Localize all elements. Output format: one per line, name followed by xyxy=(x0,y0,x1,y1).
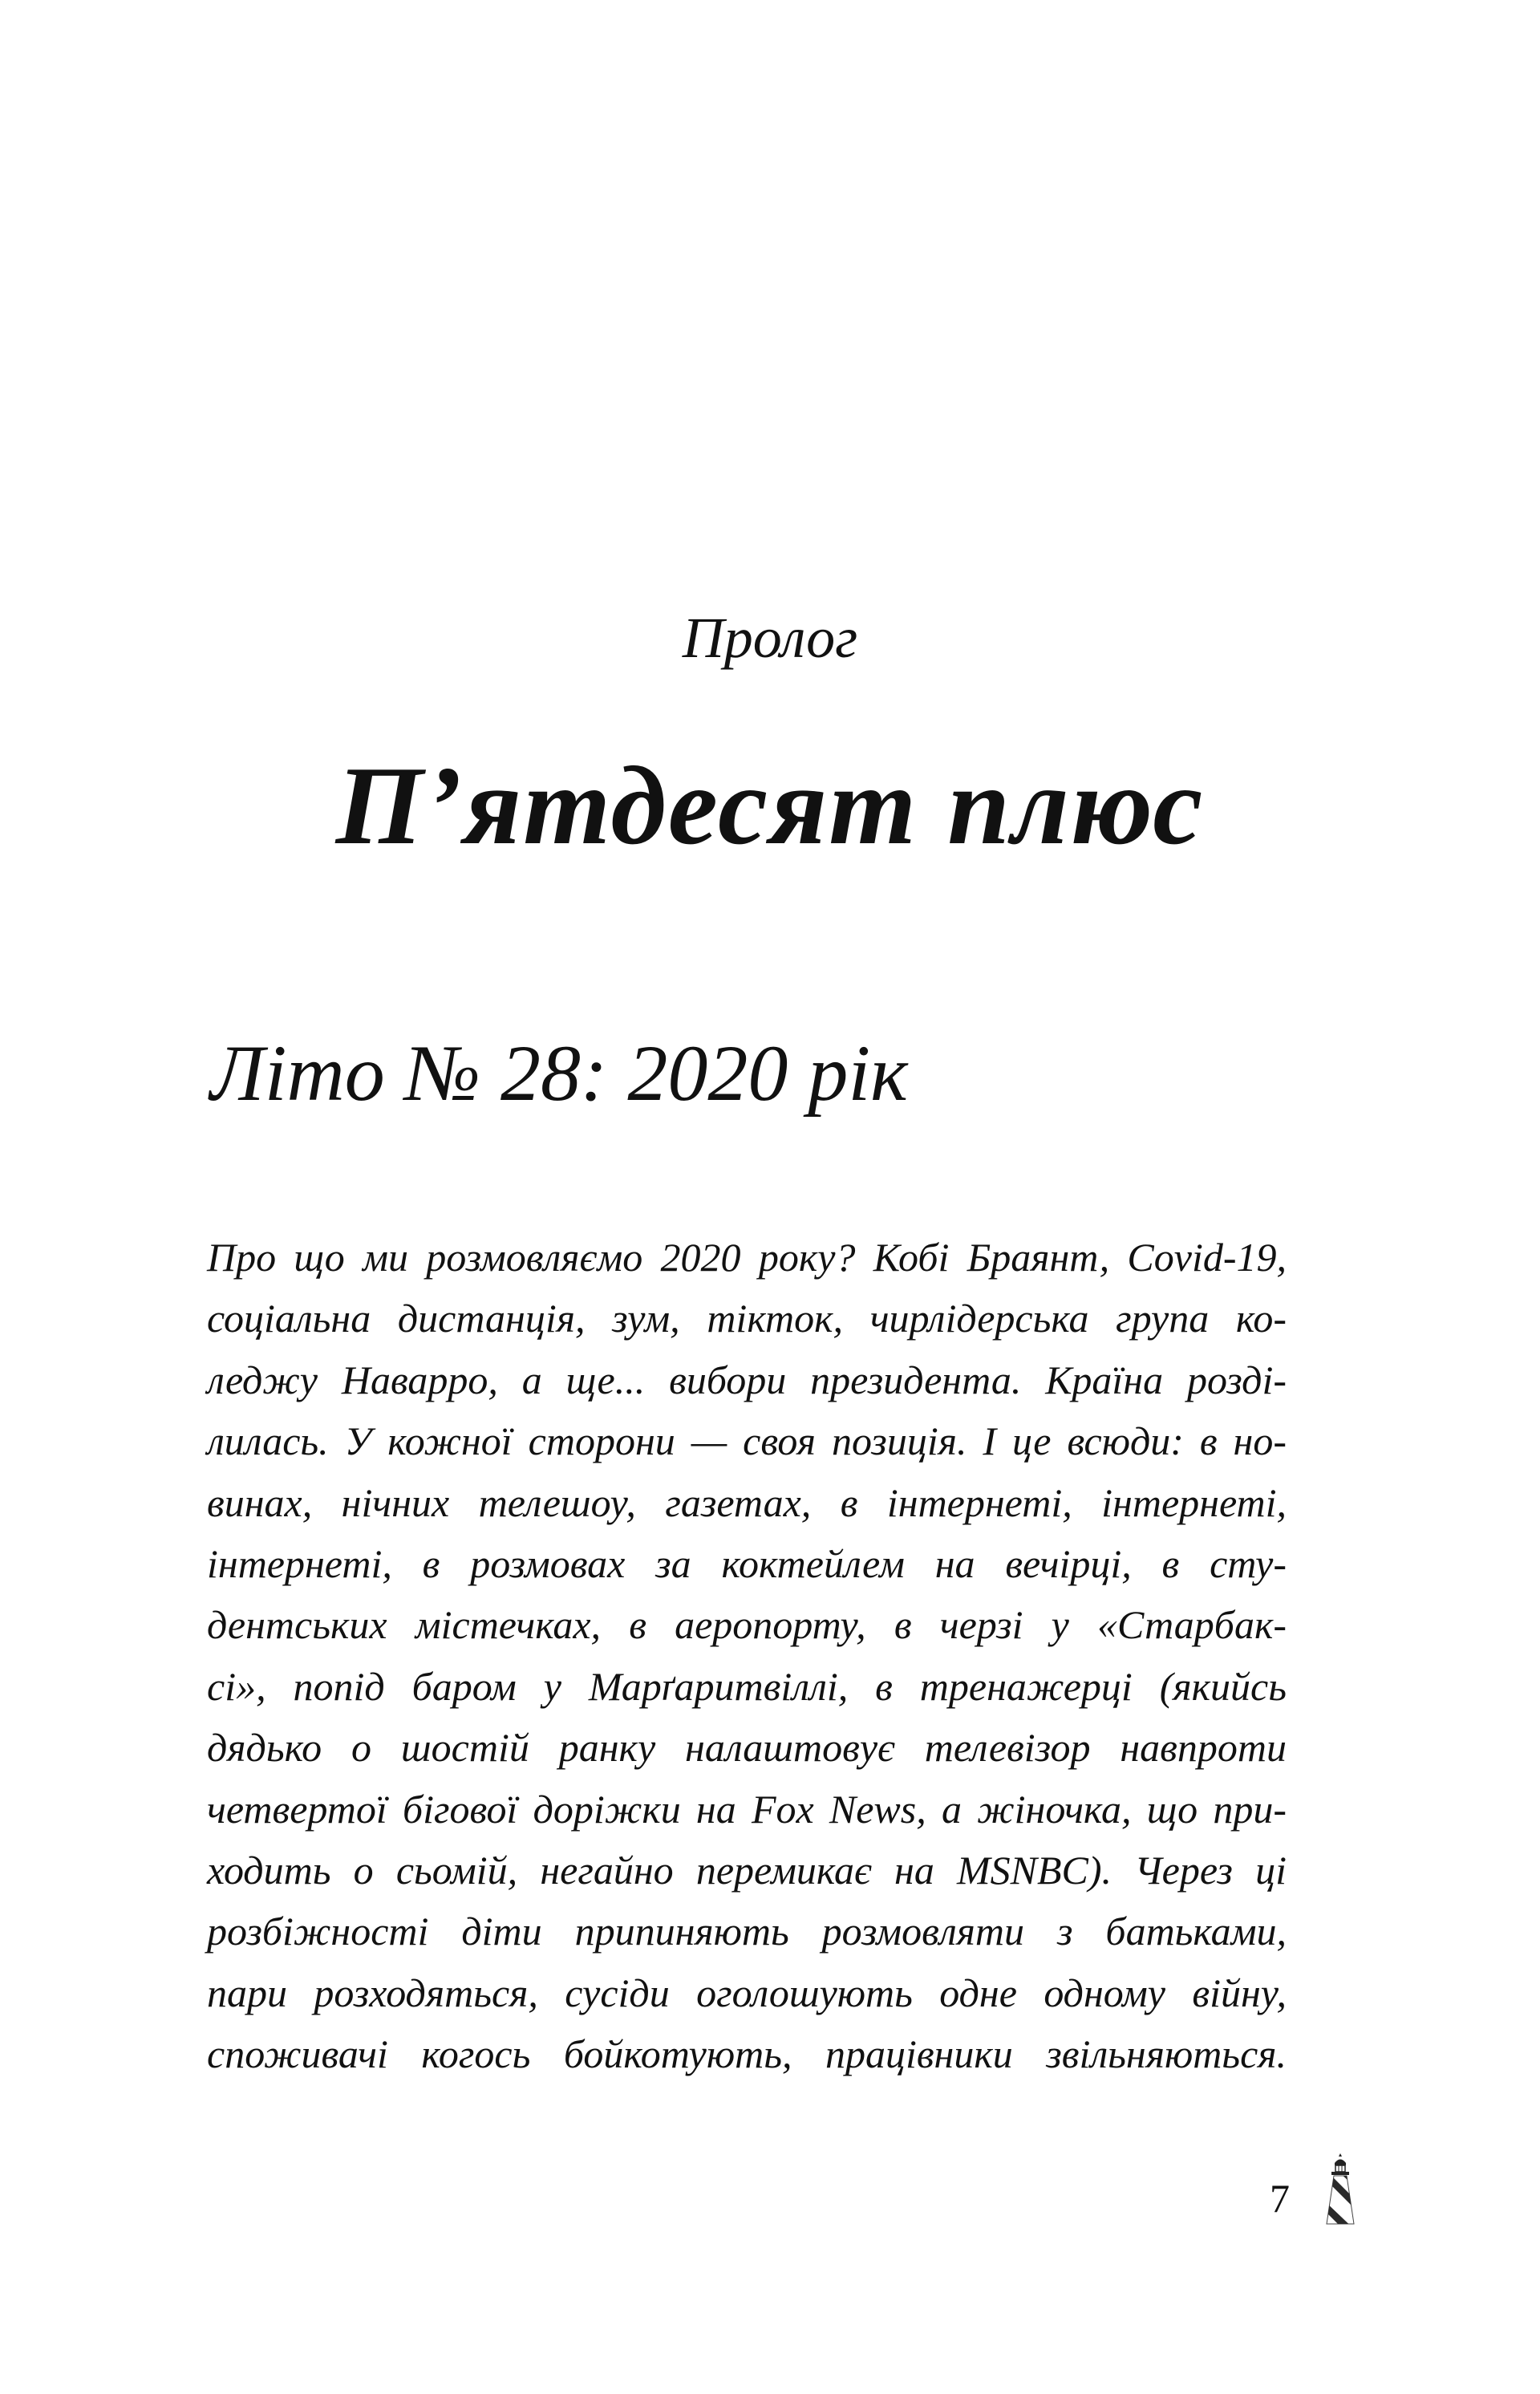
paragraph-line: дентських містечках, в аеропорту, в черзі у «Старбак- xyxy=(207,1602,1287,1648)
paragraph-line: винах, нічних телешоу, газетах, в інтернеті, інтернеті, xyxy=(207,1479,1287,1525)
prologue-label: Пролог xyxy=(682,606,858,670)
paragraph-line: лилась. У кожної сторони — своя позиція. І це всюди: в но- xyxy=(207,1418,1287,1464)
page-number: 7 xyxy=(1270,2176,1290,2221)
paragraph-line: четвертої бігової доріжки на Fox News, а жіночка, що при- xyxy=(207,1786,1287,1832)
paragraph-line: інтернеті, в розмовах за коктейлем на вечірці, в сту- xyxy=(207,1540,1287,1586)
paragraph-line: розбіжності діти припиняють розмовляти з батьками, xyxy=(207,1909,1287,1954)
paragraph-line: сі», попід баром у Марґаритвіллі, в тренажерці (якийсь xyxy=(207,1663,1287,1709)
paragraph-line: споживачі когось бойкотують, працівники звільняються. xyxy=(207,2031,1287,2077)
paragraph-line: соціальна дистанція, зум, тікток, чирлідерська група ко- xyxy=(207,1296,1287,1341)
section-heading: Літо № 28: 2020 рік xyxy=(210,1029,908,1118)
lighthouse-icon xyxy=(1323,2153,1357,2226)
paragraph-line: пари розходяться, сусіди оголошують одне одному війну, xyxy=(207,1970,1287,2015)
paragraph-line: дядько о шостій ранку налаштовує телевізор навпроти xyxy=(207,1725,1287,1771)
body-paragraph xyxy=(207,1227,1287,2084)
paragraph-line: ходить о сьомій, негайно перемикає на MSNBC). Через ці xyxy=(207,1847,1287,1893)
chapter-title: П’ятдесят плюс xyxy=(335,744,1205,868)
paragraph-line: леджу Наварро, а ще... вибори президента. Країна розді- xyxy=(207,1357,1287,1402)
paragraph-line: Про що ми розмовляємо 2020 року? Кобі Браянт, Covid-19, xyxy=(207,1235,1287,1280)
